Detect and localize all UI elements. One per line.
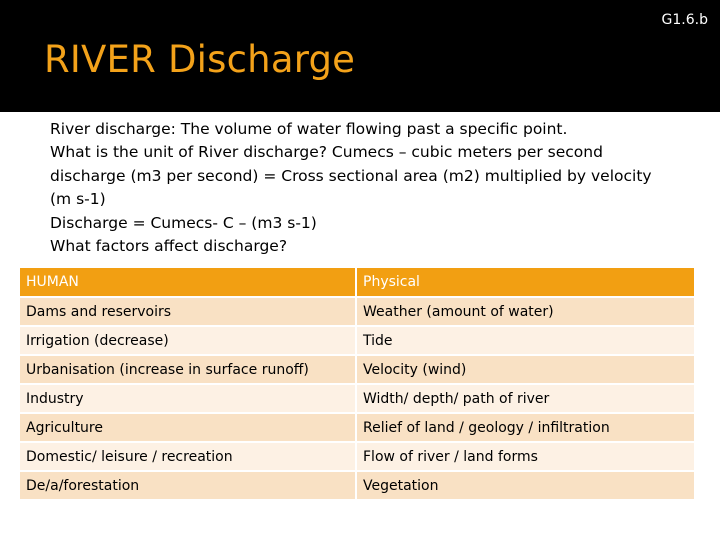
body-line: Discharge = Cumecs- C – (m3 s-1) <box>50 213 317 232</box>
table-row <box>20 384 694 413</box>
table-row <box>20 297 694 326</box>
table-cell: Urbanisation (increase in surface runoff) <box>20 355 356 384</box>
table-row <box>20 471 694 500</box>
table-cell: Flow of river / land forms <box>356 442 694 471</box>
table-cell: Industry <box>20 384 356 413</box>
body-line: River discharge: The volume of water flowing past a specific point. <box>50 120 568 138</box>
table-cell: Tide <box>356 326 694 355</box>
page-title: RIVER Discharge <box>44 38 356 81</box>
body-line: discharge (m3 per second) = Cross sectional area (m2) multiplied by velocity <box>50 166 652 185</box>
body-text <box>50 118 690 258</box>
body-line: (m s-1) <box>50 190 106 209</box>
slide-code: G1.6.b <box>661 12 708 28</box>
body-line: What factors affect discharge? <box>50 237 288 256</box>
header-bar <box>0 0 720 112</box>
table-row <box>20 413 694 442</box>
table-cell: Velocity (wind) <box>356 355 694 384</box>
factors-table <box>20 268 694 501</box>
table-cell: Dams and reservoirs <box>20 297 356 326</box>
table-cell: Vegetation <box>356 471 694 500</box>
table-cell: Width/ depth/ path of river <box>356 384 694 413</box>
table-cell: De/a/forestation <box>20 471 356 500</box>
body-line: What is the unit of River discharge? Cumecs – cubic meters per second <box>50 143 603 162</box>
table-row <box>20 326 694 355</box>
column-header-physical: Physical <box>356 268 694 297</box>
table-cell: Relief of land / geology / infiltration <box>356 413 694 442</box>
table-cell: Domestic/ leisure / recreation <box>20 442 356 471</box>
table-cell: Irrigation (decrease) <box>20 326 356 355</box>
table-row <box>20 355 694 384</box>
table-cell: Weather (amount of water) <box>356 297 694 326</box>
table-cell: Agriculture <box>20 413 356 442</box>
table-header-row <box>20 268 694 297</box>
column-header-human: HUMAN <box>20 268 356 297</box>
table-row <box>20 442 694 471</box>
